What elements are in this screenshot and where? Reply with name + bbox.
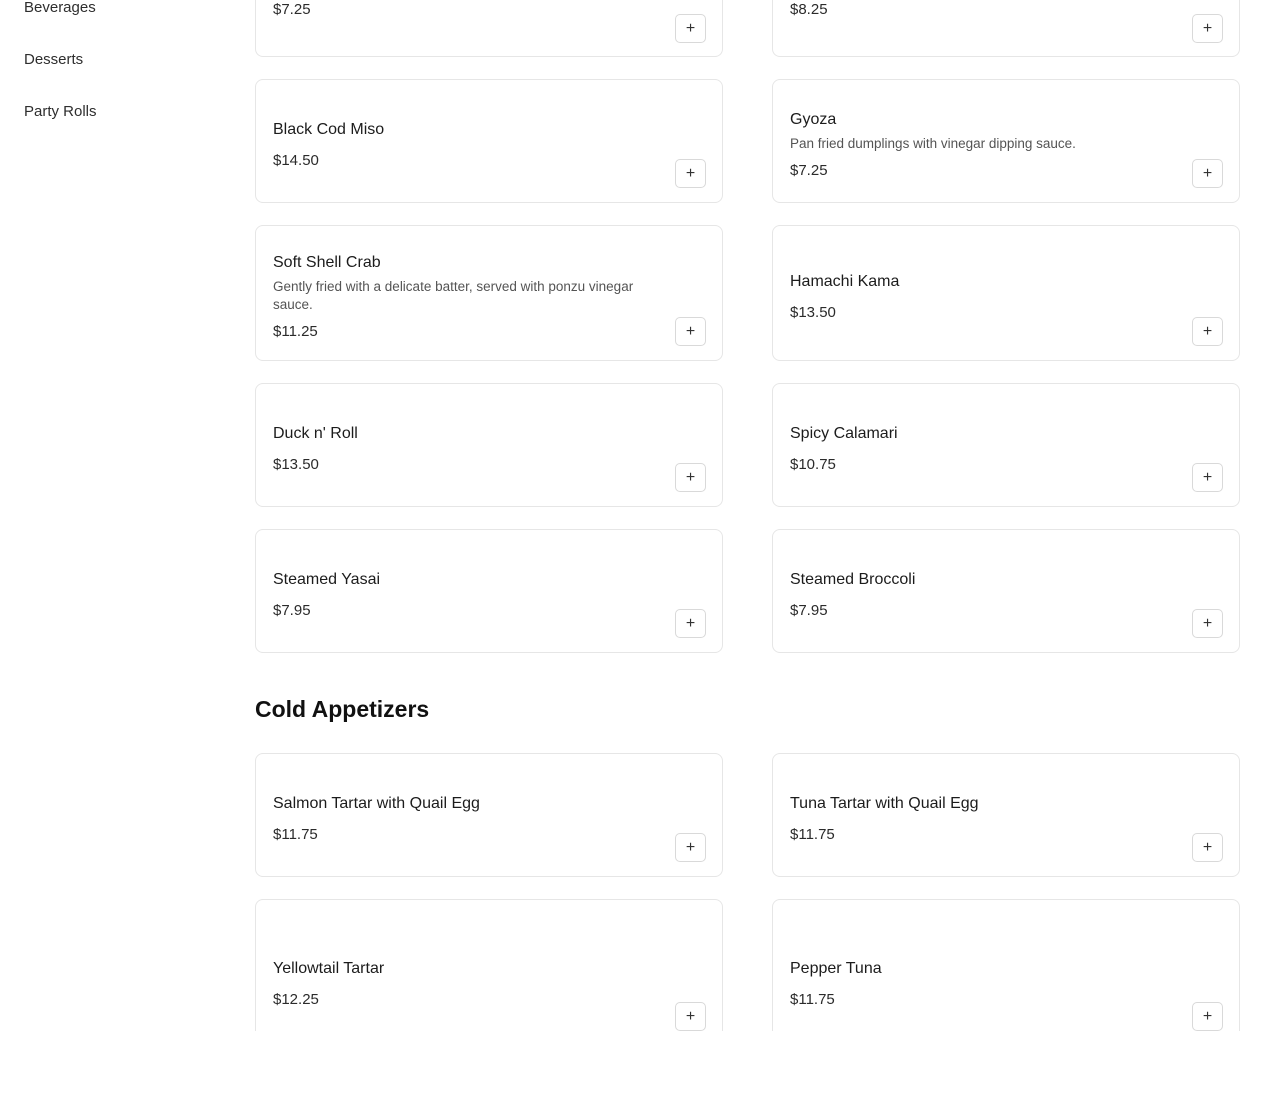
item-price: $10.75 bbox=[790, 456, 836, 473]
item-name: Yellowtail Tartar bbox=[273, 960, 385, 977]
menu-item-body bbox=[273, 569, 698, 621]
menu-item-card[interactable] bbox=[772, 899, 1240, 1031]
item-name: Steamed Broccoli bbox=[790, 571, 916, 588]
menu-item-card[interactable] bbox=[772, 0, 1240, 57]
sidebar-item-label: Party Rolls bbox=[24, 103, 97, 120]
menu-item-card[interactable] bbox=[255, 383, 723, 507]
item-name: Pepper Tuna bbox=[790, 960, 882, 977]
menu-item-body bbox=[790, 793, 1215, 845]
item-price: $12.25 bbox=[273, 991, 319, 1008]
menu-row-partial-top bbox=[255, 0, 1240, 57]
menu-item-body bbox=[790, 109, 1215, 181]
menu-item-card[interactable] bbox=[255, 225, 723, 361]
item-price: $11.75 bbox=[273, 826, 318, 843]
menu-main-content bbox=[255, 0, 1270, 1107]
item-price: $13.50 bbox=[273, 456, 319, 473]
sidebar-list bbox=[24, 0, 231, 122]
menu-item-card[interactable] bbox=[255, 753, 723, 877]
item-description: Gently fried with a delicate batter, served with ponzu vinegar sauce. bbox=[273, 279, 634, 312]
item-price: $13.50 bbox=[790, 304, 836, 321]
add-item-button[interactable]: + bbox=[1192, 317, 1223, 346]
page-section-title: Cold Appetizers bbox=[255, 696, 430, 722]
add-item-button[interactable]: + bbox=[1192, 1002, 1223, 1031]
item-price: $7.25 bbox=[273, 1, 311, 18]
item-price: $8.25 bbox=[790, 1, 828, 18]
add-item-button[interactable]: + bbox=[1192, 14, 1223, 43]
add-item-button[interactable]: + bbox=[675, 833, 706, 862]
item-name: Salmon Tartar with Quail Egg bbox=[273, 795, 480, 812]
menu-item-body bbox=[790, 423, 1215, 475]
menu-item-body bbox=[273, 423, 698, 475]
menu-item-body bbox=[790, 569, 1215, 621]
add-item-button[interactable]: + bbox=[675, 463, 706, 492]
item-price: $14.50 bbox=[273, 152, 319, 169]
menu-item-body bbox=[273, 958, 698, 1010]
menu-items-grid bbox=[255, 79, 1240, 653]
add-item-button[interactable]: + bbox=[675, 609, 706, 638]
add-item-button[interactable]: + bbox=[1192, 463, 1223, 492]
item-name: Steamed Yasai bbox=[273, 571, 381, 588]
item-name: Soft Shell Crab bbox=[273, 254, 381, 271]
add-item-button[interactable]: + bbox=[675, 317, 706, 346]
add-item-button[interactable]: + bbox=[675, 14, 706, 43]
item-name: Hamachi Kama bbox=[790, 273, 900, 290]
menu-item-body bbox=[273, 119, 698, 171]
item-price: $11.75 bbox=[790, 991, 835, 1008]
item-price: $11.75 bbox=[790, 826, 835, 843]
item-description: Pan fried dumplings with vinegar dipping sauce. bbox=[790, 136, 1076, 151]
add-item-button[interactable]: + bbox=[675, 1002, 706, 1031]
item-name: Black Cod Miso bbox=[273, 121, 385, 138]
menu-item-card[interactable] bbox=[255, 899, 723, 1031]
menu-item-body bbox=[790, 271, 1215, 323]
item-name: Duck n' Roll bbox=[273, 425, 358, 442]
sidebar-item-party-rolls[interactable] bbox=[24, 102, 231, 122]
menu-item-card[interactable] bbox=[772, 79, 1240, 203]
item-price: $11.25 bbox=[273, 323, 318, 340]
cold-appetizers-grid bbox=[255, 753, 1240, 1031]
menu-item-card[interactable] bbox=[255, 79, 723, 203]
menu-item-card[interactable] bbox=[255, 529, 723, 653]
menu-item-body bbox=[273, 252, 698, 342]
add-item-button[interactable]: + bbox=[1192, 159, 1223, 188]
sidebar-item-beverages[interactable] bbox=[24, 0, 231, 18]
sidebar-item-label: Desserts bbox=[24, 51, 84, 68]
category-sidebar bbox=[0, 0, 255, 1107]
item-price: $7.95 bbox=[790, 602, 828, 619]
add-item-button[interactable]: + bbox=[1192, 609, 1223, 638]
sidebar-item-desserts[interactable] bbox=[24, 50, 231, 70]
menu-item-card[interactable] bbox=[255, 0, 723, 57]
menu-item-card[interactable] bbox=[772, 753, 1240, 877]
add-item-button[interactable]: + bbox=[675, 159, 706, 188]
item-price: $7.25 bbox=[790, 162, 828, 179]
item-name: Tuna Tartar with Quail Egg bbox=[790, 795, 979, 812]
menu-item-card[interactable] bbox=[772, 383, 1240, 507]
sidebar-item-label: Beverages bbox=[24, 0, 96, 16]
item-price: $7.95 bbox=[273, 602, 311, 619]
menu-item-card[interactable] bbox=[772, 529, 1240, 653]
item-name: Gyoza bbox=[790, 111, 837, 128]
item-name: Spicy Calamari bbox=[790, 425, 898, 442]
menu-item-body bbox=[790, 958, 1215, 1010]
add-item-button[interactable]: + bbox=[1192, 833, 1223, 862]
menu-item-body bbox=[273, 793, 698, 845]
menu-item-card[interactable] bbox=[772, 225, 1240, 361]
section-heading-wrap bbox=[255, 695, 1240, 723]
